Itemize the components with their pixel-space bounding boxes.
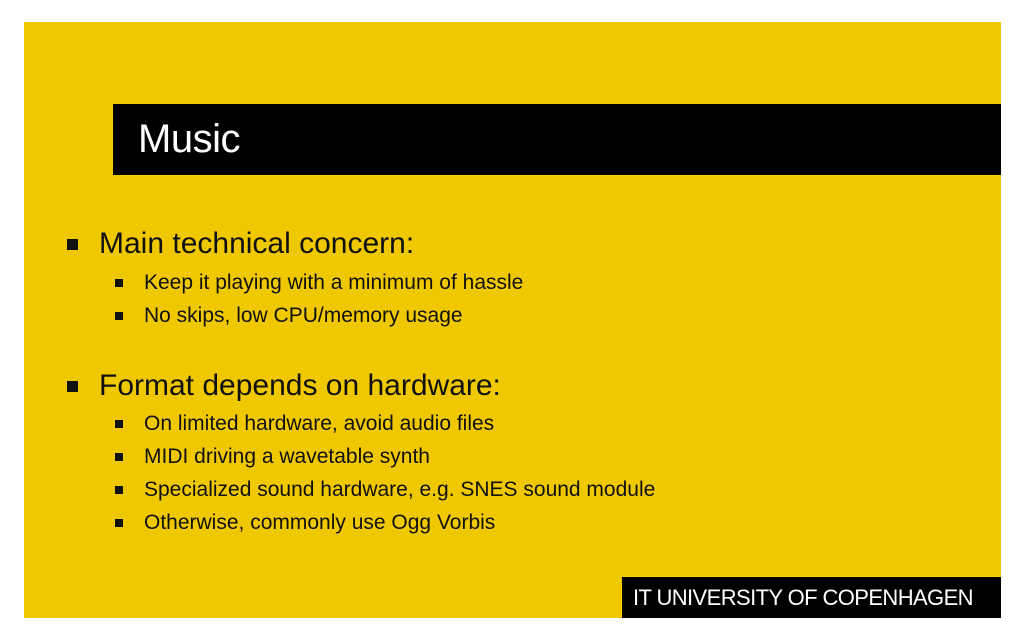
- square-bullet-icon: [115, 312, 123, 320]
- square-bullet-icon: [115, 453, 123, 461]
- sub-bullet-text: Otherwise, commonly use Ogg Vorbis: [144, 511, 496, 534]
- slide-title: Music: [138, 117, 240, 161]
- sub-bullet-text: On limited hardware, avoid audio files: [144, 412, 495, 435]
- bullet-heading: Main technical concern:: [99, 227, 415, 260]
- footer-banner: [622, 577, 1001, 618]
- sub-bullet-text: MIDI driving a wavetable synth: [144, 445, 430, 468]
- slide: [24, 22, 1001, 618]
- bullet-heading: Format depends on hardware:: [99, 369, 501, 402]
- square-bullet-icon: [115, 279, 123, 287]
- square-bullet-icon: [115, 519, 123, 527]
- slide-content: [24, 22, 1001, 618]
- sub-bullet-text: Keep it playing with a minimum of hassle: [144, 271, 524, 294]
- sub-bullet-text: Specialized sound hardware, e.g. SNES sound module: [144, 478, 656, 501]
- square-bullet-icon: [67, 239, 78, 250]
- square-bullet-icon: [115, 486, 123, 494]
- university-name: IT UNIVERSITY OF COPENHAGEN: [633, 585, 973, 610]
- sub-bullet-text: No skips, low CPU/memory usage: [144, 304, 463, 327]
- square-bullet-icon: [67, 381, 78, 392]
- square-bullet-icon: [115, 420, 123, 428]
